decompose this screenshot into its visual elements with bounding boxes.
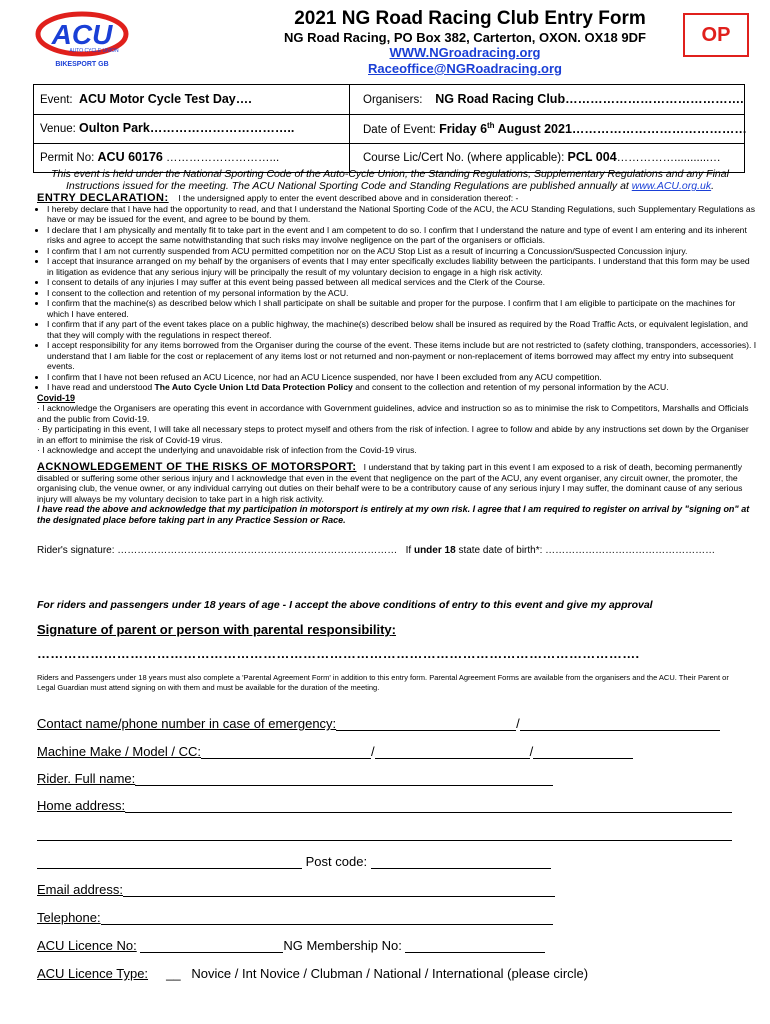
covid-item: · I acknowledge and accept the underlying and unavoidable risk of infection from the Covid-19 virus. <box>37 445 417 455</box>
acu-logo-graphic <box>34 8 130 70</box>
email-link[interactable]: Raceoffice@NGRoadracing.org <box>368 61 562 76</box>
postal-address: NG Road Racing, PO Box 382, Carterton, OXON. OX18 9DF <box>284 30 646 45</box>
declaration-item: • I have read and understood The Auto Cycle Union Ltd Data Protection Policy and consent to the collection and retention of my personal information by the ACU. <box>47 382 757 393</box>
risk-acknowledgement-bold: I have read the above and acknowledge that my participation in motorsport is entirely at my own risk. I agree that I am required to register on arrival by "signing on" at the designated place before taking part in any Practice Session or Race. <box>37 504 750 525</box>
website-link[interactable]: WWW.NGroadracing.org <box>389 45 541 60</box>
organisers-cell: Organisers: NG Road Racing Club……………………………………. <box>363 92 744 106</box>
entry-declaration: ENTRY DECLARATION: I the undersigned apply to enter the event described above and in consideration thereof: - • I hereby declare that I have had the opportunity to read, and that I understand the National Sporting Code of the ACU, the ACU Standing Regulations, such Supplementary Regulations as have or may be issued for the event, and agree to be bound by them. • I declare that I am physically and mentally fit to take part in the event and I am competent to do so. I confirm that I understand the nature and type of event I am entering and its inherent risks and agree to accept the same notwithstanding that such risks may involve negligence on the part of the organisers or officials. • I confirm that I am not currently suspended from ACU permitted competition nor on the ACU Stop List as a result of incurring a Concussion/Suspected Concussion injury. • I accept that insurance arranged on my behalf by the organisers of events that I may enter specifically excludes liability between the participants. I understand that this form may be used in litigation as evidence that any serious injury will be principally the result of my voluntary decision to engage in a high risk activity. • I consent to details of any injuries I may suffer at this event being passed between all medical services and the Clerk of the Course. • I consent to the collection and retention of my personal information by the ACU. • I confirm that the machine(s) as described below which I shall participate on shall be suitable and proper for the purpose. I confirm that I am eligible to participate on the machines for which I have entered. • I confirm that if any part of the event takes place on a public highway, the machine(s) described below shall be insured as required by the Road Traffic Acts, or equivalent legislation, and that they will comply with the regulations in respect thereof. • I accept responsibility for any items borrowed from the Organiser during the course of the event. These items include but are not restricted to (safety clothing, transponders, accessories). I understand that I am liable for the cost or replacement of any items lost or not returned and non-payment or non-replacement of items borrowed may affect my entry into subsequent events. • I confirm that I have not been refused an ACU Licence, nor had an ACU Licence suspended, nor have I been excluded from any ACU competition. • I have read and understood The Auto Cycle Union Ltd Data Protection Policy and consent to the collection and retention of my personal information by the ACU. Covid-19 · I acknowledge the Organisers are operating this event in accordance with Government guidelines, advice and instruction so as to minimise the risk to Competitors, Marshalls and Officials and the public from Covid-19. · By participating in this event, I will take all necessary steps to protect myself and others from the risk of infection. I agree to follow and abide by any instructions set down by the Organiser in an effort to minimise the risk of Covid-19 virus. · I acknowledge and accept the underlying and unavoidable risk of infection from the Covid-19 virus. <box>37 193 757 456</box>
intro-text: This event is held under the National Sporting Code of the Auto-Cycle Union, the Standing Regulations, Supplementary Regulations and any Final Instructions issued for the meeting. The ACU National Sporting Code and Standing Regulations are published annually at www.ACU.org.uk. <box>51 168 729 192</box>
svg-text:BIKESPORT GB: BIKESPORT GB <box>55 61 109 68</box>
parental-agreement-note: Riders and Passengers under 18 years must also complete a 'Parental Agreement Form' in addition to this entry form. Parental Agreement Forms are available from the organisers and the ACU. Their Parent or Legal Guardian must attend signing on with them and must be available for the duration of the meeting. <box>37 673 729 692</box>
risk-acknowledgement-heading: ACKNOWLEDGEMENT OF THE RISKS OF MOTORSPORT: <box>37 461 357 473</box>
event-cell: Event: ACU Motor Cycle Test Day…. <box>40 92 252 106</box>
declaration-item: • I accept that insurance arranged on my behalf by the organisers of events that I may enter specifically excludes liability between the participants. I understand that this form may be used in litigation as evidence that any serious injury will be principally the result of my voluntary decision to engage in a high risk activity. <box>47 256 757 277</box>
licence-type-options[interactable]: Novice / Int Novice / Clubman / National / International (please circle) <box>191 966 589 981</box>
declaration-item: • I confirm that I am not currently suspended from ACU permitted competition nor on the ACU Stop List as a result of incurring a Concussion/Suspected Concussion injury. <box>47 246 757 257</box>
telephone-field[interactable]: Telephone: <box>37 910 553 925</box>
event-info-table <box>33 84 745 173</box>
form-title: 2021 NG Road Racing Club Entry Form <box>294 8 646 29</box>
declaration-item: • I consent to the collection and retention of my personal information by the ACU. <box>47 288 757 299</box>
parent-signature-label: Signature of parent or person with parental responsibility: <box>37 622 397 637</box>
risk-acknowledgement: ACKNOWLEDGEMENT OF THE RISKS OF MOTORSPORT: I understand that by taking part in this event I am exposed to a risk of death, becoming permanently disabled or suffering some other serious injury and I acknowledge that even in the event that negligence on the part of the ACU, any event organiser, any circuit owner, the promoter, the organising club, the venue owner, or any individual carrying out duties on their behalf were to be a contributory cause of any serious injury I may suffer, the dominant cause of any serious injury will always be my voluntary decision to take part in a high risk activity. <box>37 461 743 504</box>
acu-logo <box>34 8 130 70</box>
declaration-item: • I declare that I am physically and mentally fit to take part in the event and I am competent to do so. I confirm that I understand the nature and type of event I am entering and its inherent risks and agree to accept the same notwithstanding that such risks may involve negligence on the part of the organisers or officials. <box>47 225 757 246</box>
post-code-field[interactable]: Post code: <box>37 854 551 869</box>
under-18-statement: For riders and passengers under 18 years of age - I accept the above conditions of entry to this event and give my approval <box>37 599 653 611</box>
svg-text:ACU: ACU <box>51 19 113 50</box>
covid-item: · I acknowledge the Organisers are operating this event in accordance with Government guidelines, advice and instruction so as to minimise the risk to Competitors, Marshalls and Officials and the public from Covid-19. <box>37 403 749 424</box>
home-address-field[interactable]: Home address: <box>37 798 732 813</box>
machine-field[interactable]: Machine Make / Model / CC: / / <box>37 744 633 759</box>
declaration-item: • I confirm that I have not been refused an ACU Licence, nor had an ACU Licence suspended, nor have I been excluded from any ACU competition. <box>47 372 757 383</box>
declaration-item: • I hereby declare that I have had the opportunity to read, and that I understand the National Sporting Code of the ACU, the ACU Standing Regulations, such Supplementary Regulations as have or may be issued for the event, and agree to be bound by them. <box>47 204 757 225</box>
op-badge: OP <box>683 13 749 57</box>
acu-website-link[interactable]: www.ACU.org.uk <box>631 180 712 192</box>
course-licence-cell: Course Lic/Cert No. (where applicable): PCL 004……………...........… <box>363 150 721 164</box>
licence-type-field[interactable]: ACU Licence Type: __ Novice / Int Novice / Clubman / National / International (please circle) <box>37 966 589 981</box>
date-cell: Date of Event: Friday 6th August 2021…………………………………… <box>363 121 747 137</box>
venue-cell: Venue: Oulton Park…………………………….. <box>40 121 295 135</box>
parent-signature-line[interactable]: ………………………………………………………………………………………………………………………. <box>37 646 640 661</box>
rider-signature-line[interactable]: Rider's signature: ………………………………………………………………………… If under 18 state date of birth*: …………………………………………… <box>37 545 716 556</box>
address-line-2[interactable] <box>37 826 732 841</box>
covid-heading: Covid-19 <box>37 392 76 403</box>
licence-number-field[interactable]: ACU Licence No: NG Membership No: <box>37 938 545 953</box>
declaration-item: • I confirm that the machine(s) as described below which I shall participate on shall be suitable and proper for the purpose. I confirm that I am eligible to participate on the machines for which I have entered. <box>47 298 757 319</box>
declaration-item: • I confirm that if any part of the event takes place on a public highway, the machine(s) described below shall be insured as required by the Road Traffic Acts, or equivalent legislation, and that they will comply with the regulations in respect thereof. <box>47 319 757 340</box>
permit-cell: Permit No: ACU 60176 ………………………... <box>40 150 280 164</box>
email-field[interactable]: Email address: <box>37 882 555 897</box>
emergency-contact-field[interactable]: Contact name/phone number in case of emergency: / <box>37 716 720 731</box>
declaration-item: • I accept responsibility for any items borrowed from the Organiser during the course of the event. These items include but are not restricted to (safety clothing, transponders, accessories). I understand that I am liable for the cost or replacement of any items lost or not returned and non-payment or non-replacement of items borrowed may affect my entry into subsequent events. <box>47 340 757 372</box>
svg-text:AUTO CYCLE UNION: AUTO CYCLE UNION <box>69 48 119 54</box>
declaration-item: • I consent to details of any injuries I may suffer at this event being passed between all medical services and the Clerk of the Course. <box>47 277 757 288</box>
entry-declaration-heading: ENTRY DECLARATION: <box>37 192 169 204</box>
covid-item: · By participating in this event, I will take all necessary steps to protect myself and others from the risk of infection. I agree to follow and abide by any instructions set down by the Organiser in an effort to minimise the risk of Covid-19 virus. <box>37 424 749 445</box>
rider-name-field[interactable]: Rider. Full name: <box>37 771 553 786</box>
